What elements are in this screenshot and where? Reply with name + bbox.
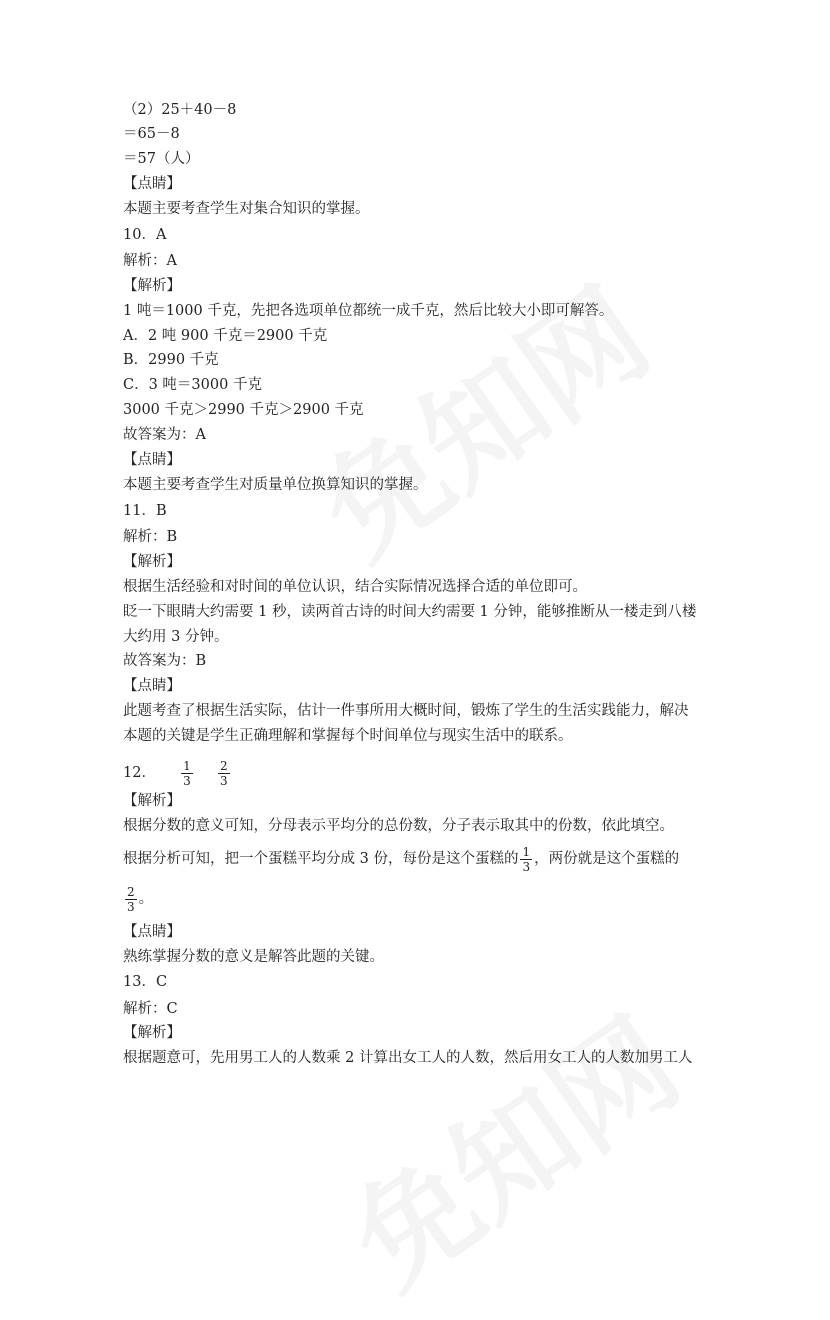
question-heading: 11．B <box>123 503 167 519</box>
fraction: $\frac{2}{3}$ <box>127 884 135 914</box>
section-label: 【点睛】 <box>123 176 181 192</box>
text-line: 大约用 3 分钟。 <box>123 629 229 645</box>
text-line: 故答案为：B <box>123 653 207 669</box>
text-line: 本题主要考查学生对集合知识的掌握。 <box>123 201 370 217</box>
section-label: 【解析】 <box>123 793 181 809</box>
text-line: ＝65－8 <box>123 126 180 142</box>
section-label: 【解析】 <box>123 1025 181 1041</box>
question-heading: 12． <box>123 765 156 781</box>
text-line: B．2990 千克 <box>123 352 219 368</box>
question-heading: 13．C <box>123 974 168 990</box>
text-line: 熟练掌握分数的意义是解答此题的关键。 <box>123 949 384 965</box>
text-line: 故答案为：A <box>123 427 206 443</box>
section-label: 【点睛】 <box>123 678 181 694</box>
section-label: 【解析】 <box>123 554 181 570</box>
text-line: 此题考查了根据生活实际，估计一件事所用大概时间，锻炼了学生的生活实践能力，解决 <box>123 703 689 719</box>
text-line: 根据生活经验和对时间的单位认识，结合实际情况选择合适的单位即可。 <box>123 579 587 595</box>
text-line: 眨一下眼睛大约需要 1 秒，读两首古诗的时间大约需要 1 分钟，能够推断从一楼走到八楼 <box>123 604 697 620</box>
text-line: 本题的关键是学生正确理解和掌握每个时间单位与现实生活中的联系。 <box>123 728 573 744</box>
text-line: （2）25＋40－8 <box>123 102 237 118</box>
text-line: 根据分数的意义可知，分母表示平均分的总份数，分子表示取其中的份数，依此填空。 <box>123 818 674 834</box>
text-line: 本题主要考查学生对质量单位换算知识的掌握。 <box>123 477 428 493</box>
text-line: 解析：A <box>123 253 177 269</box>
text-line: A．2 吨 900 千克＝2900 千克 <box>123 328 328 344</box>
text-line: 解析：C <box>123 1001 178 1017</box>
section-label: 【点睛】 <box>123 452 181 468</box>
section-label: 【解析】 <box>123 278 181 294</box>
text-line: 3000 千克＞2990 千克＞2900 千克 <box>123 402 364 418</box>
question-12-answer <box>123 758 232 788</box>
fraction-analysis-line: $\frac{2}{3}$ 。 <box>127 884 154 914</box>
text-line: 根据题意可，先用男工人的人数乘 2 计算出女工人的人数，然后用女工人的人数加男工人 <box>123 1050 693 1066</box>
text-line: ＝57（人） <box>123 151 200 167</box>
question-heading: 10．A <box>123 227 167 243</box>
section-label: 【点睛】 <box>123 924 181 940</box>
fraction: $\frac{2}{3}$ <box>220 758 228 788</box>
fraction: $\frac{1}{3}$ <box>183 758 191 788</box>
fraction: $\frac{1}{3}$ <box>522 844 531 874</box>
text-line: 解析：B <box>123 529 178 545</box>
text-line: C．3 吨＝3000 千克 <box>123 377 262 393</box>
text-line: 1 吨＝1000 千克，先把各选项单位都统一成千克，然后比较大小即可解答。 <box>123 303 614 319</box>
fraction-analysis-line: 根据分析可知，把一个蛋糕平均分成 3 份，每份是这个蛋糕的 $\frac{1}{3}$ ，两份就是这个蛋糕的 <box>123 844 680 874</box>
watermark <box>313 972 707 1319</box>
